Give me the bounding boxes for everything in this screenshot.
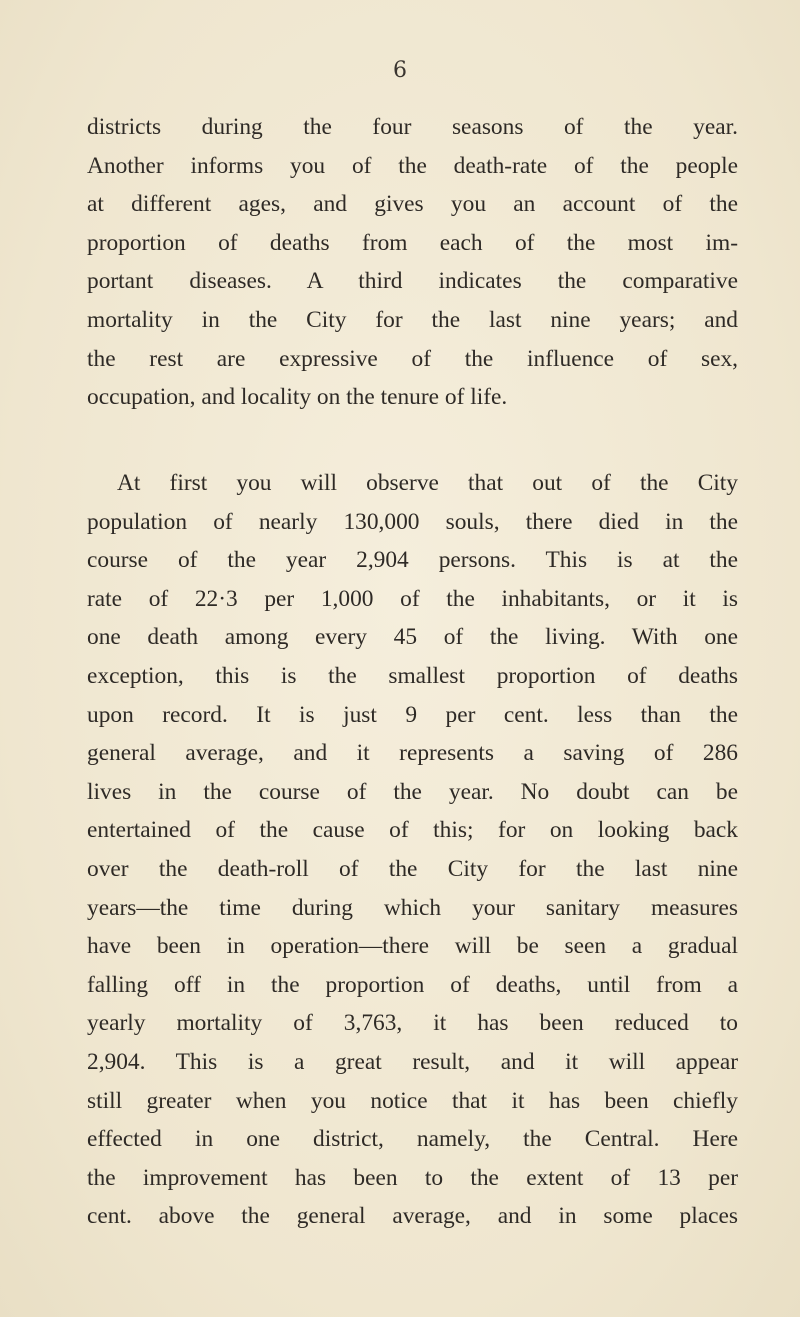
text-line: rate of 22·3 per 1,000 of the inhabitants, or it is <box>87 585 738 612</box>
text-line: mortality in the City for the last nine years; and <box>87 306 738 333</box>
text-line: Another informs you of the death-rate of the people <box>87 152 738 179</box>
text-line: general average, and it represents a saving of 286 <box>87 740 738 767</box>
text-line: lives in the course of the year. No doubt can be <box>87 778 738 805</box>
text-line: entertained of the cause of this; for on looking back <box>87 817 738 844</box>
text-line: districts during the four seasons of the year. <box>87 114 738 140</box>
text-line: years—the time during which your sanitary measures <box>87 894 738 921</box>
text-line: exception, this is the smallest proportion of deaths <box>87 662 738 689</box>
text-line: falling off in the proportion of deaths, until from a <box>87 971 738 998</box>
text-line: population of nearly 130,000 souls, there died in the <box>87 508 738 535</box>
text-line: still greater when you notice that it has been chiefly <box>87 1087 738 1114</box>
page-number: 6 <box>393 58 407 83</box>
text-line: the improvement has been to the extent of 13 per <box>87 1164 738 1191</box>
text-line: At first you will observe that out of the City <box>117 470 738 496</box>
text-line: over the death-roll of the City for the last nine <box>87 855 738 882</box>
text-line: effected in one district, namely, the Central. Here <box>87 1126 738 1153</box>
text-line: yearly mortality of 3,763, it has been reduced to <box>87 1010 738 1037</box>
text-line: at different ages, and gives you an account of the <box>87 191 738 218</box>
text-line: proportion of deaths from each of the most im- <box>87 229 738 256</box>
text-line: upon record. It is just 9 per cent. less than the <box>87 701 738 728</box>
text-line: course of the year 2,904 persons. This is at the <box>87 547 738 574</box>
text-line: occupation, and locality on the tenure of life. <box>87 384 508 411</box>
paragraph-2 <box>87 464 738 1236</box>
text-line: one death among every 45 of the living. With one <box>87 624 738 651</box>
text-line: the rest are expressive of the influence of sex, <box>87 345 738 372</box>
text-line: have been in operation—there will be seen a gradual <box>87 933 738 960</box>
paragraph-1 <box>87 108 738 417</box>
text-line: cent. above the general average, and in some places <box>87 1203 738 1230</box>
text-line: portant diseases. A third indicates the comparative <box>87 268 738 295</box>
text-line: 2,904. This is a great result, and it will appear <box>87 1048 738 1075</box>
